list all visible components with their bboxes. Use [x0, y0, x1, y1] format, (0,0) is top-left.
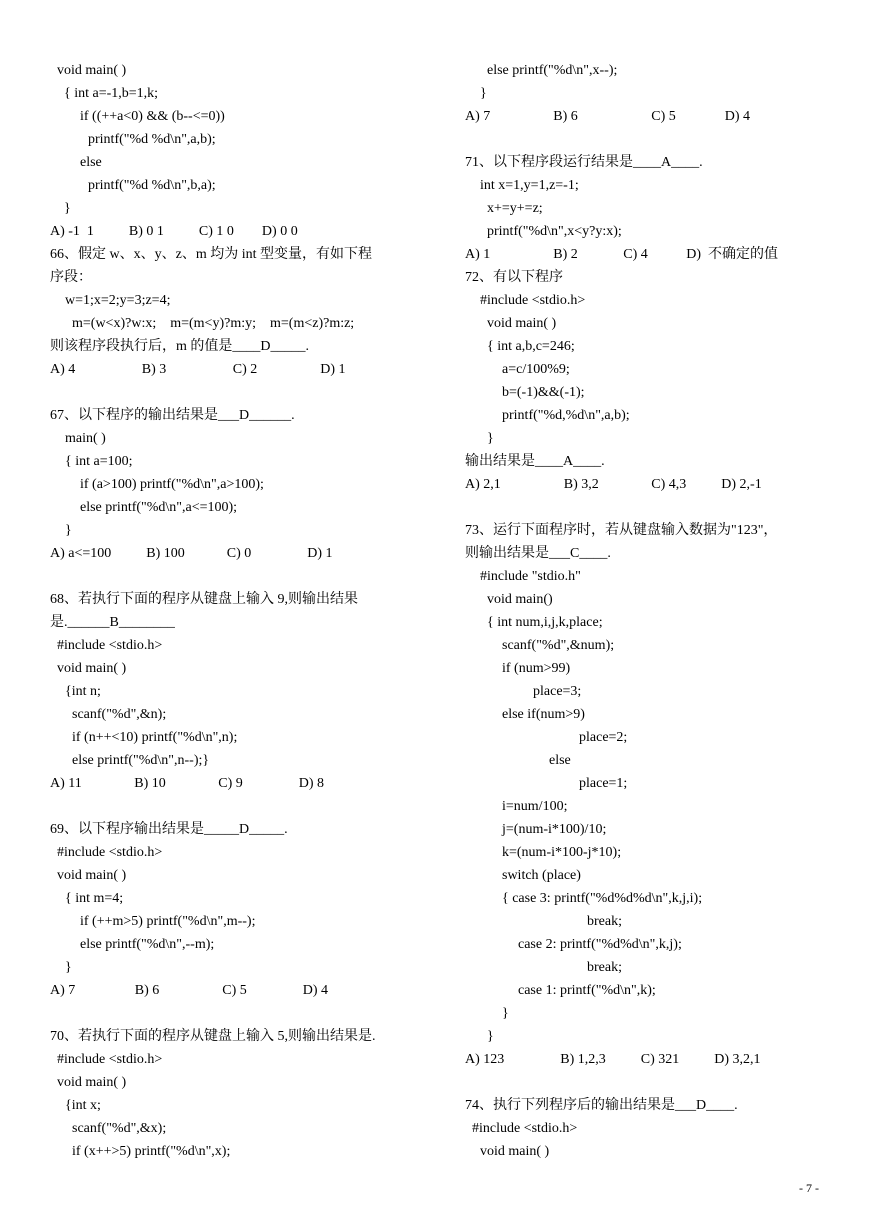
text-line: break;	[587, 960, 622, 975]
text-line: b=(-1)&&(-1);	[502, 385, 585, 400]
text-line: j=(num-i*100)/10;	[502, 822, 607, 837]
text-line: 71、以下程序段运行结果是____A____.	[465, 155, 703, 170]
text-line: #include <stdio.h>	[57, 845, 163, 860]
text-line: printf("%d %d\n",a,b);	[88, 132, 216, 147]
text-line: place=3;	[533, 684, 582, 699]
text-line: printf("%d,%d\n",a,b);	[502, 408, 630, 423]
blank-line	[465, 496, 835, 519]
text-line: {int x;	[65, 1098, 101, 1113]
text-line: 输出结果是____A____.	[465, 454, 605, 469]
text-line: else	[549, 753, 571, 768]
text-line: 66、假定 w、x、y、z、m 均为 int 型变量，有如下程	[50, 247, 372, 262]
text-line: a=c/100%9;	[502, 362, 570, 377]
text-line: }	[502, 1006, 509, 1021]
text-line: {int n;	[65, 684, 101, 699]
text-line: A) 7 B) 6 C) 5 D) 4	[50, 983, 329, 998]
text-line: printf("%d\n",x<y?y:x);	[487, 224, 622, 239]
text-line: A) 123 B) 1,2,3 C) 321 D) 3,2,1	[465, 1052, 761, 1067]
text-line: 68、若执行下面的程序从键盘上输入 9,则输出结果	[50, 592, 358, 607]
text-line: }	[65, 960, 72, 975]
text-line: 73、运行下面程序时，若从键盘输入数据为"123"，	[465, 523, 778, 538]
blank-line	[50, 1002, 420, 1025]
text-line: else printf("%d\n",n--);}	[72, 753, 210, 768]
text-line: if (n++<10) printf("%d\n",n);	[72, 730, 238, 745]
text-line: 74、执行下列程序后的输出结果是___D____.	[465, 1098, 738, 1113]
text-line: m=(w<x)?w:x; m=(m<y)?m:y; m=(m<z)?m:z;	[72, 316, 355, 331]
text-line: { case 3: printf("%d%d%d\n",k,j,i);	[502, 891, 703, 906]
text-line: #include "stdio.h"	[480, 569, 581, 584]
text-line: case 1: printf("%d\n",k);	[518, 983, 656, 998]
text-line: x+=y+=z;	[487, 201, 543, 216]
text-line: if (num>99)	[502, 661, 571, 676]
text-line: case 2: printf("%d%d\n",k,j);	[518, 937, 682, 952]
text-line: #include <stdio.h>	[57, 638, 163, 653]
text-line: k=(num-i*100-j*10);	[502, 845, 622, 860]
text-line: 序段：	[50, 270, 92, 285]
text-line: 则输出结果是___C____.	[465, 546, 611, 561]
page-number: - 7 -	[799, 1181, 819, 1195]
text-line: 67、以下程序的输出结果是___D______.	[50, 408, 295, 423]
text-line: else printf("%d\n",x--);	[487, 63, 618, 78]
text-line: { int m=4;	[65, 891, 124, 906]
text-line: { int num,i,j,k,place;	[487, 615, 603, 630]
text-line: #include <stdio.h>	[480, 293, 586, 308]
text-line: 69、以下程序输出结果是_____D_____.	[50, 822, 288, 837]
blank-line	[50, 381, 420, 404]
text-line: void main( )	[480, 1144, 550, 1159]
text-line: scanf("%d",&n);	[72, 707, 167, 722]
text-line: void main( )	[57, 868, 127, 883]
text-line: void main( )	[487, 316, 557, 331]
text-line: else	[80, 155, 102, 170]
text-line: place=1;	[579, 776, 628, 791]
text-line: }	[64, 201, 71, 216]
text-line: i=num/100;	[502, 799, 568, 814]
text-line: if (a>100) printf("%d\n",a>100);	[80, 477, 264, 492]
text-line: main( )	[65, 431, 106, 446]
text-line: w=1;x=2;y=3;z=4;	[65, 293, 171, 308]
text-line: if ((++a<0) && (b--<=0))	[80, 109, 225, 124]
text-line: A) 1 B) 2 C) 4 D) 不确定的值	[465, 247, 779, 262]
text-line: A) 11 B) 10 C) 9 D) 8	[50, 776, 325, 791]
blank-line	[50, 565, 420, 588]
text-line: void main( )	[57, 63, 127, 78]
left-column	[50, 59, 420, 1163]
text-line: printf("%d %d\n",b,a);	[88, 178, 216, 193]
blank-line	[465, 1071, 835, 1094]
text-line: A) 4 B) 3 C) 2 D) 1	[50, 362, 346, 377]
text-line: else if(num>9)	[502, 707, 585, 722]
text-line: A) 2,1 B) 3,2 C) 4,3 D) 2,-1	[465, 477, 762, 492]
text-line: A) 7 B) 6 C) 5 D) 4	[465, 109, 751, 124]
text-line: switch (place)	[502, 868, 581, 883]
text-line: 72、有以下程序	[465, 270, 563, 285]
blank-line	[50, 795, 420, 818]
text-line: #include <stdio.h>	[57, 1052, 163, 1067]
text-line: 则该程序段执行后，m 的值是____D_____.	[50, 339, 309, 354]
text-line: if (++m>5) printf("%d\n",m--);	[80, 914, 256, 929]
text-line: void main( )	[57, 661, 127, 676]
text-line: { int a=-1,b=1,k;	[64, 86, 159, 101]
text-line: else printf("%d\n",--m);	[80, 937, 215, 952]
text-line: scanf("%d",&x);	[72, 1121, 167, 1136]
text-line: 70、若执行下面的程序从键盘上输入 5,则输出结果是.	[50, 1029, 376, 1044]
text-line: }	[487, 1029, 494, 1044]
text-line: }	[480, 86, 487, 101]
text-line: if (x++>5) printf("%d\n",x);	[72, 1144, 231, 1159]
text-line: }	[65, 523, 72, 538]
blank-line	[465, 128, 835, 151]
text-line: void main()	[487, 592, 553, 607]
text-line: int x=1,y=1,z=-1;	[480, 178, 579, 193]
text-line: place=2;	[579, 730, 628, 745]
text-line: { int a=100;	[65, 454, 133, 469]
text-line: #include <stdio.h>	[472, 1121, 578, 1136]
text-line: A) a<=100 B) 100 C) 0 D) 1	[50, 546, 333, 561]
text-line: A) -1 1 B) 0 1 C) 1 0 D) 0 0	[50, 224, 298, 239]
text-line: }	[487, 431, 494, 446]
text-line: else printf("%d\n",a<=100);	[80, 500, 238, 515]
right-column	[465, 59, 835, 1163]
text-line: void main( )	[57, 1075, 127, 1090]
text-line: 是.______B________	[50, 615, 175, 630]
text-line: scanf("%d",&num);	[502, 638, 615, 653]
text-line: break;	[587, 914, 622, 929]
text-line: { int a,b,c=246;	[487, 339, 575, 354]
